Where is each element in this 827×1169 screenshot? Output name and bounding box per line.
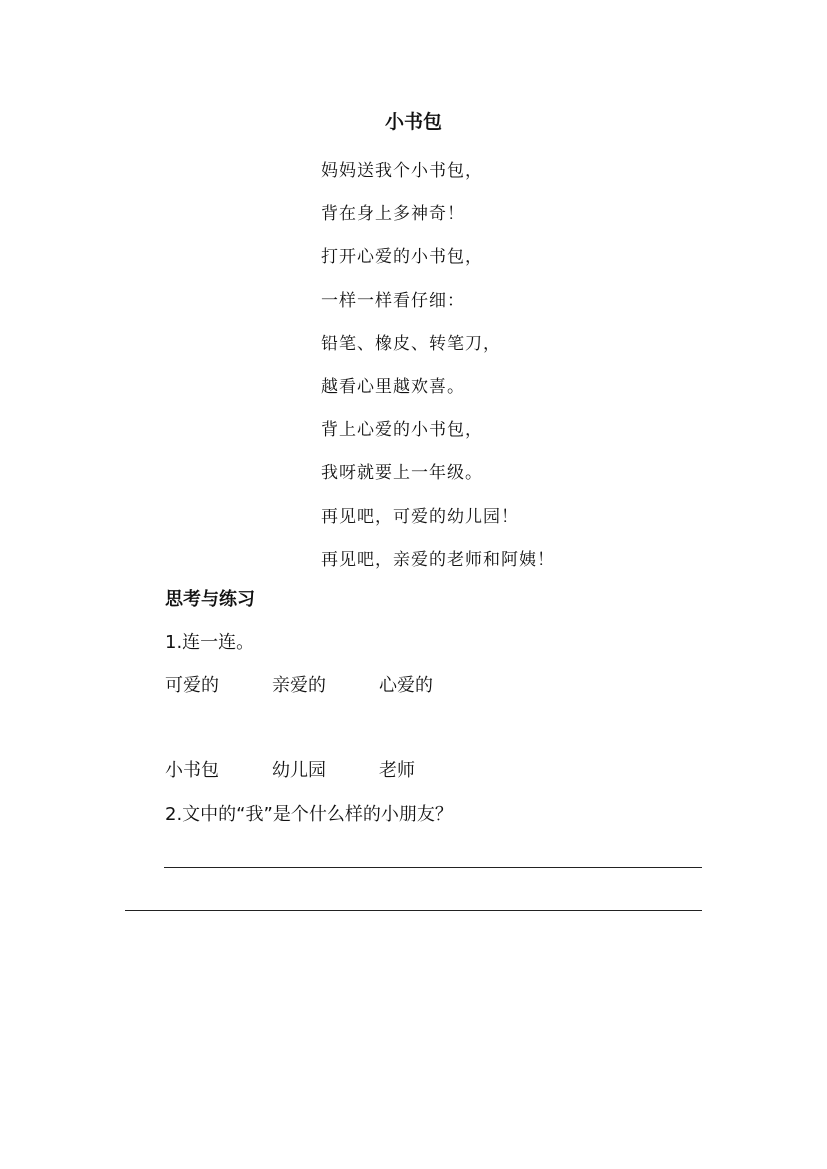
poem-line: 妈妈送我个小书包， — [321, 161, 483, 181]
poem-line: 再见吧，可爱的幼儿园！ — [321, 506, 519, 527]
answer-line[interactable] — [164, 867, 702, 868]
exercises-heading: 思考与练习 — [165, 589, 255, 610]
poem-line: 背在身上多神奇！ — [321, 204, 465, 225]
answer-line[interactable] — [125, 910, 702, 911]
poem-line: 越看心里越欢喜。 — [321, 376, 465, 397]
question-1-prompt: 1.连一连。 — [165, 632, 255, 653]
matching-word[interactable]: 可爱的 — [165, 675, 219, 696]
poem-line: 一样一样看仔细： — [321, 290, 465, 311]
poem — [321, 150, 721, 582]
poem-line: 铅笔、橡皮、转笔刀， — [321, 333, 501, 354]
matching-word[interactable]: 老师 — [379, 760, 415, 781]
poem-line: 再见吧，亲爱的老师和阿姨！ — [321, 549, 555, 570]
poem-line: 背上心爱的小书包， — [321, 420, 483, 441]
matching-word[interactable]: 亲爱的 — [272, 675, 326, 696]
question-2-prompt: 2.文中的“我”是个什么样的小朋友？ — [165, 804, 453, 825]
matching-word[interactable]: 心爱的 — [379, 675, 433, 696]
worksheet-title: 小书包 — [384, 111, 442, 133]
matching-word[interactable]: 幼儿园 — [272, 760, 326, 781]
poem-line: 打开心爱的小书包， — [321, 247, 483, 268]
matching-word[interactable]: 小书包 — [165, 760, 219, 781]
poem-line: 我呀就要上一年级。 — [321, 463, 483, 484]
